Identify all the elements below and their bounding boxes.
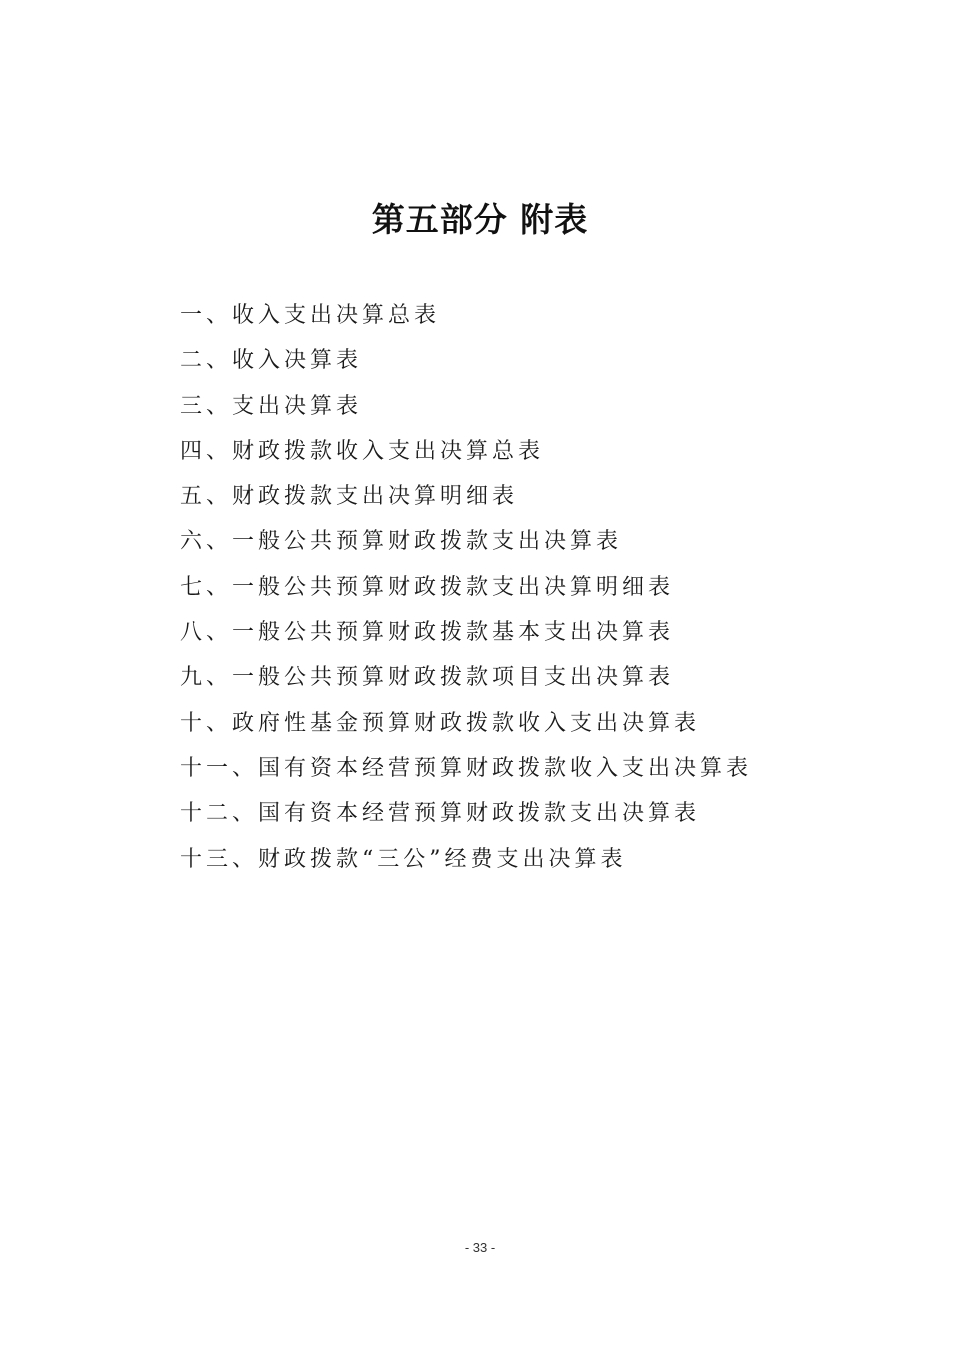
- toc-item: 六、一般公共预算财政拨款支出决算表: [180, 529, 623, 555]
- page-number: - 33 -: [464, 1240, 496, 1255]
- toc-item: 十三、财政拨款“三公”经费支出决算表: [180, 846, 627, 872]
- toc-item: 十、政府性基金预算财政拨款收入支出决算表: [180, 710, 701, 736]
- toc-item: 八、一般公共预算财政拨款基本支出决算表: [180, 620, 675, 646]
- toc-item: 十一、国有资本经营预算财政拨款收入支出决算表: [180, 755, 753, 781]
- section-title: 第五部分 附表: [371, 200, 589, 239]
- toc-item: 十二、国有资本经营预算财政拨款支出决算表: [180, 801, 701, 827]
- toc-item: 二、收入决算表: [180, 348, 363, 374]
- toc-item: 九、一般公共预算财政拨款项目支出决算表: [180, 665, 675, 691]
- appendix-table-list: [180, 293, 752, 882]
- toc-item: 四、财政拨款收入支出决算总表: [180, 438, 545, 464]
- toc-item: 五、财政拨款支出决算明细表: [180, 484, 519, 510]
- toc-item: 七、一般公共预算财政拨款支出决算明细表: [180, 574, 675, 600]
- toc-item: 一、收入支出决算总表: [180, 303, 441, 328]
- toc-item: 三、支出决算表: [180, 393, 363, 419]
